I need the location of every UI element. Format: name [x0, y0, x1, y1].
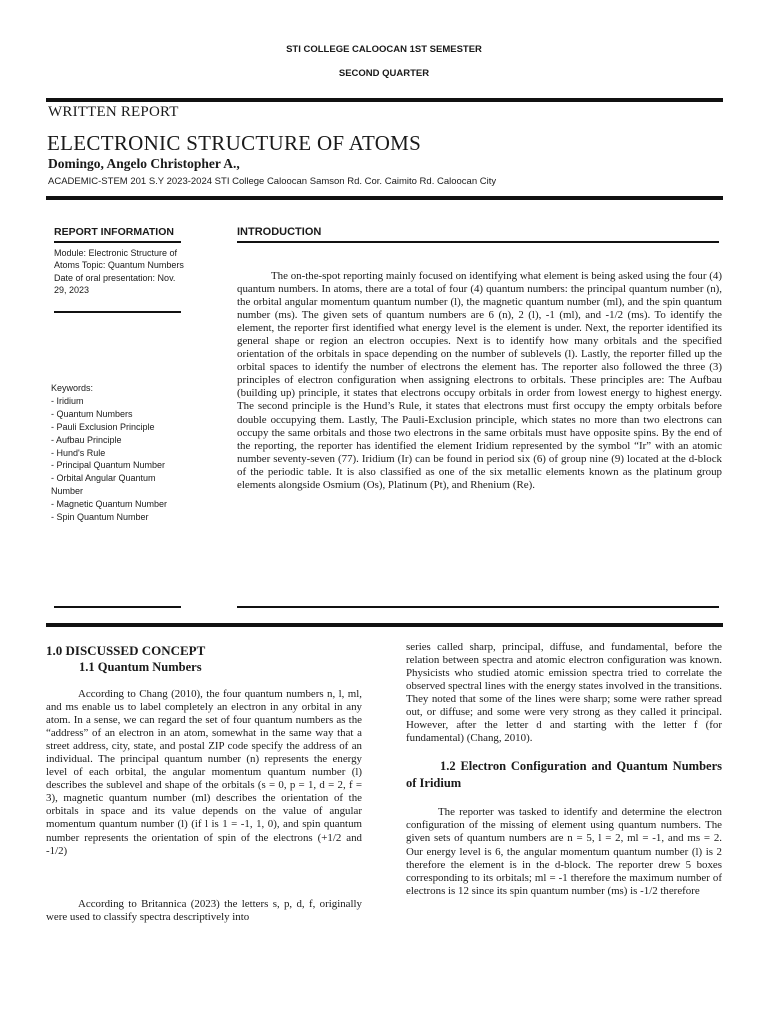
introduction-heading: INTRODUCTION	[237, 226, 322, 238]
sidebar-bottom-rule	[54, 606, 181, 608]
keywords-label: Keywords:	[51, 383, 94, 393]
introduction-bottom-rule	[237, 606, 719, 608]
header-rule	[46, 98, 723, 102]
quantum-numbers-paragraph: According to Chang (2010), the four quantum numbers n, l, ml, and ms enable us to label completely an electron in any orbital in any atom. In a sense, we can regard the set of four quantum numbers as the “address” of an electron in an atom, somewhat in the same way that a street address, city, state, and postal ZIP code specify the address of an individual. The principal quantum number (n) represents the energy level of each orbital, the angular momentum quantum number (l) describes the sublevel and shape of the orbitals (s = 0, p = 1, d = 2, f = 3), magnetic quantum number (ml) describes the orientation of the orbitals in space and its value depends on the value of angular momentum quantum number (l) (if l is 1 = -1, 1, 0), and spin quantum number represents the orientation of spin of the electrons (+1/2 and -1/2)	[46, 688, 362, 857]
britannica-paragraph: According to Britannica (2023) the letters s, p, d, f, originally were used to classify spectra descriptively into	[46, 897, 362, 923]
keyword-item: - Quantum Numbers	[51, 408, 133, 419]
discussed-concept-heading: 1.0 DISCUSSED CONCEPT	[46, 643, 206, 658]
section-divider-rule	[46, 623, 723, 627]
author-name: Domingo, Angelo Christopher A.,	[48, 156, 240, 171]
introduction-body: The on-the-spot reporting mainly focused on identifying what element is being asked using the four (4) quantum numbers. In atoms, there are a total of four (4) quantum numbers: the principal quantum number (n), the orbital angular momentum quantum number (l), the magnetic quantum number (ml), and the spin quantum number (ms). The given sets of quantum numbers are 6 (n), 2 (l), -1 (ml), and -1/2 (ms). To identify the element, the reporter first identified what energy level is the element is under. Next, the reporter identified its general shape or region an electron occupies. Next is to identify how many orbitals and the specified orientation of the orbitals in space depending on the number of sublevels (l). Lastly, the reporter filled up the orbital spaces to identify the number of electrons the element has. The reporter also followed the three (3) principles of electron configuration when assigning electrons to orbitals. These principles are: The Aufbau (building up) principle, it states that electrons occupy orbitals in order from lowest energy to highest energy. The second principle is the Hund’s Rule, it states that electrons must first occupy the empty orbitals before double occupying them. Lastly, The Pauli-Exclusion principle, which states no more than two electrons can occupy the same orbitals and those two electrons in the same orbitals must have opposite spins. By the end of the reporting, the reporter has identified the element Iridium represented by the symbol “Ir” with an atomic number seventy-seven (77). Iridium (Ir) can be found in period six (6) of group nine (9) located at the d-block of the periodic table. It is also classified as one of the six metallic elements known as the platinum group elements alongside Osmium (Os), Platinum (Pt), and Rhenium (Re).	[237, 270, 722, 491]
college-semester-line: STI COLLEGE CALOOCAN 1ST SEMESTER	[286, 44, 482, 55]
britannica-paragraph-continued: series called sharp, principal, diffuse, and fundamental, before the relation between spectra and atomic electron configuration was known. Physicists who studied atomic emission spectra tried to correlate the observed spectral lines with the energy states involved in the transitions. They noted that some of the lines were sharp; some were rather spread out, or diffuse; and some were very strong as they called it principal. However, after the letter d and starting with the letter f (for fundamental) (Chang, 2010).	[406, 641, 722, 745]
keywords-block	[51, 382, 186, 524]
sidebar-info-rule	[54, 311, 181, 313]
left-column	[46, 642, 362, 924]
report-information-details: Module: Electronic Structure of Atoms Topic: Quantum Numbers Date of oral presentation: Nov. 29, 2023	[54, 248, 184, 295]
sidebar-heading-rule	[54, 241, 181, 243]
report-type: WRITTEN REPORT	[48, 104, 179, 120]
title-rule	[46, 196, 723, 200]
right-column	[406, 641, 722, 898]
keyword-item: - Pauli Exclusion Principle	[51, 421, 155, 432]
quantum-numbers-subheading: 1.1 Quantum Numbers	[79, 660, 202, 674]
electron-configuration-subheading: 1.2 Electron Configuration and Quantum Numbers of Iridium	[406, 759, 722, 791]
keyword-item: - Principal Quantum Number	[51, 460, 166, 471]
keyword-item: - Spin Quantum Number	[51, 512, 149, 523]
report-information-heading: REPORT INFORMATION	[54, 226, 174, 238]
author-affiliation: ACADEMIC-STEM 201 S.Y 2023-2024 STI College Caloocan Samson Rd. Cor. Caimito Rd. Caloocan City	[48, 176, 497, 187]
keyword-item: - Magnetic Quantum Number	[51, 499, 168, 510]
keyword-item: - Aufbau Principle	[51, 434, 122, 445]
keyword-item: - Orbital Angular Quantum Number	[51, 473, 156, 497]
document-title: ELECTRONIC STRUCTURE OF ATOMS	[47, 131, 422, 155]
electron-configuration-paragraph: The reporter was tasked to identify and determine the electron configuration of the missing of element using quantum numbers. The given sets of quantum numbers are n = 5, l = 2, ml = -1, and ms = 2. Our energy level is 6, the angular momentum quantum number (l) is 2 therefore the element is in the d-block. The reporter drew 5 boxes corresponding to its orbitals; ml = -1 therefore the maximum number of electrons is 12 since its spin quantum number (ms) is -1/2 therefore	[406, 806, 722, 897]
keyword-item: - Iridium	[51, 395, 84, 406]
quarter-line: SECOND QUARTER	[338, 68, 430, 79]
keyword-item: - Hund's Rule	[51, 447, 106, 458]
introduction-heading-rule	[237, 241, 719, 243]
